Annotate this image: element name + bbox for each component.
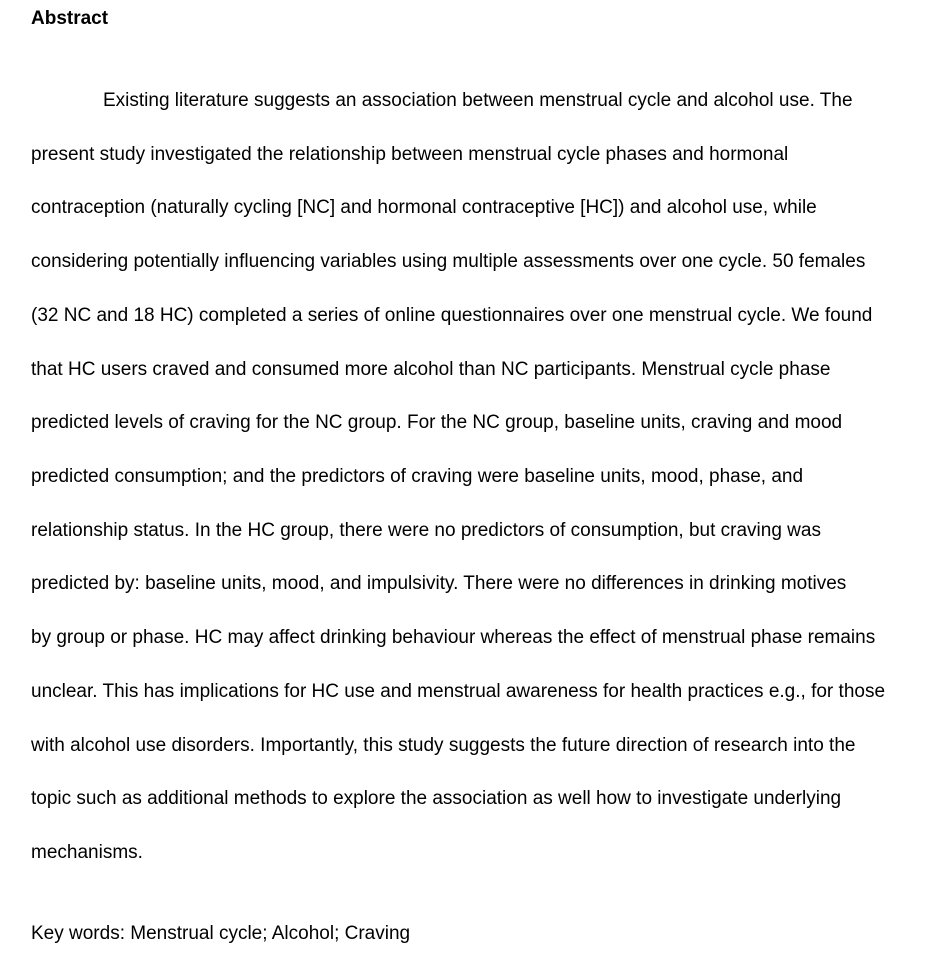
abstract-heading: Abstract [31,8,109,29]
abstract-line: contraception (naturally cycling [NC] and hormonal contraceptive [HC]) and alcohol use, while [31,197,817,218]
abstract-line: by group or phase. HC may affect drinking behaviour whereas the effect of menstrual phase remains [31,627,876,648]
abstract-line: with alcohol use disorders. Importantly, this study suggests the future direction of research into the [31,735,856,756]
abstract-line: that HC users craved and consumed more alcohol than NC participants. Menstrual cycle phase [31,359,831,380]
abstract-line: mechanisms. [31,842,143,863]
abstract-line: considering potentially influencing variables using multiple assessments over one cycle. 50 females [31,251,866,272]
abstract-line: (32 NC and 18 HC) completed a series of online questionnaires over one menstrual cycle. We found [31,305,873,326]
abstract-line: topic such as additional methods to explore the association as well how to investigate underlying [31,788,842,809]
abstract-line: Existing literature suggests an association between menstrual cycle and alcohol use. The [103,90,853,111]
abstract-line: present study investigated the relationship between menstrual cycle phases and hormonal [31,144,789,165]
abstract-line: predicted levels of craving for the NC group. For the NC group, baseline units, craving and mood [31,412,843,433]
abstract-line: relationship status. In the HC group, there were no predictors of consumption, but craving was [31,520,821,541]
abstract-line: unclear. This has implications for HC use and menstrual awareness for health practices e.g., for those [31,681,886,702]
abstract-line: predicted by: baseline units, mood, and impulsivity. There were no differences in drinking motives [31,573,847,594]
keywords-line: Key words: Menstrual cycle; Alcohol; Craving [31,923,411,944]
abstract-line: predicted consumption; and the predictors of craving were baseline units, mood, phase, and [31,466,804,487]
